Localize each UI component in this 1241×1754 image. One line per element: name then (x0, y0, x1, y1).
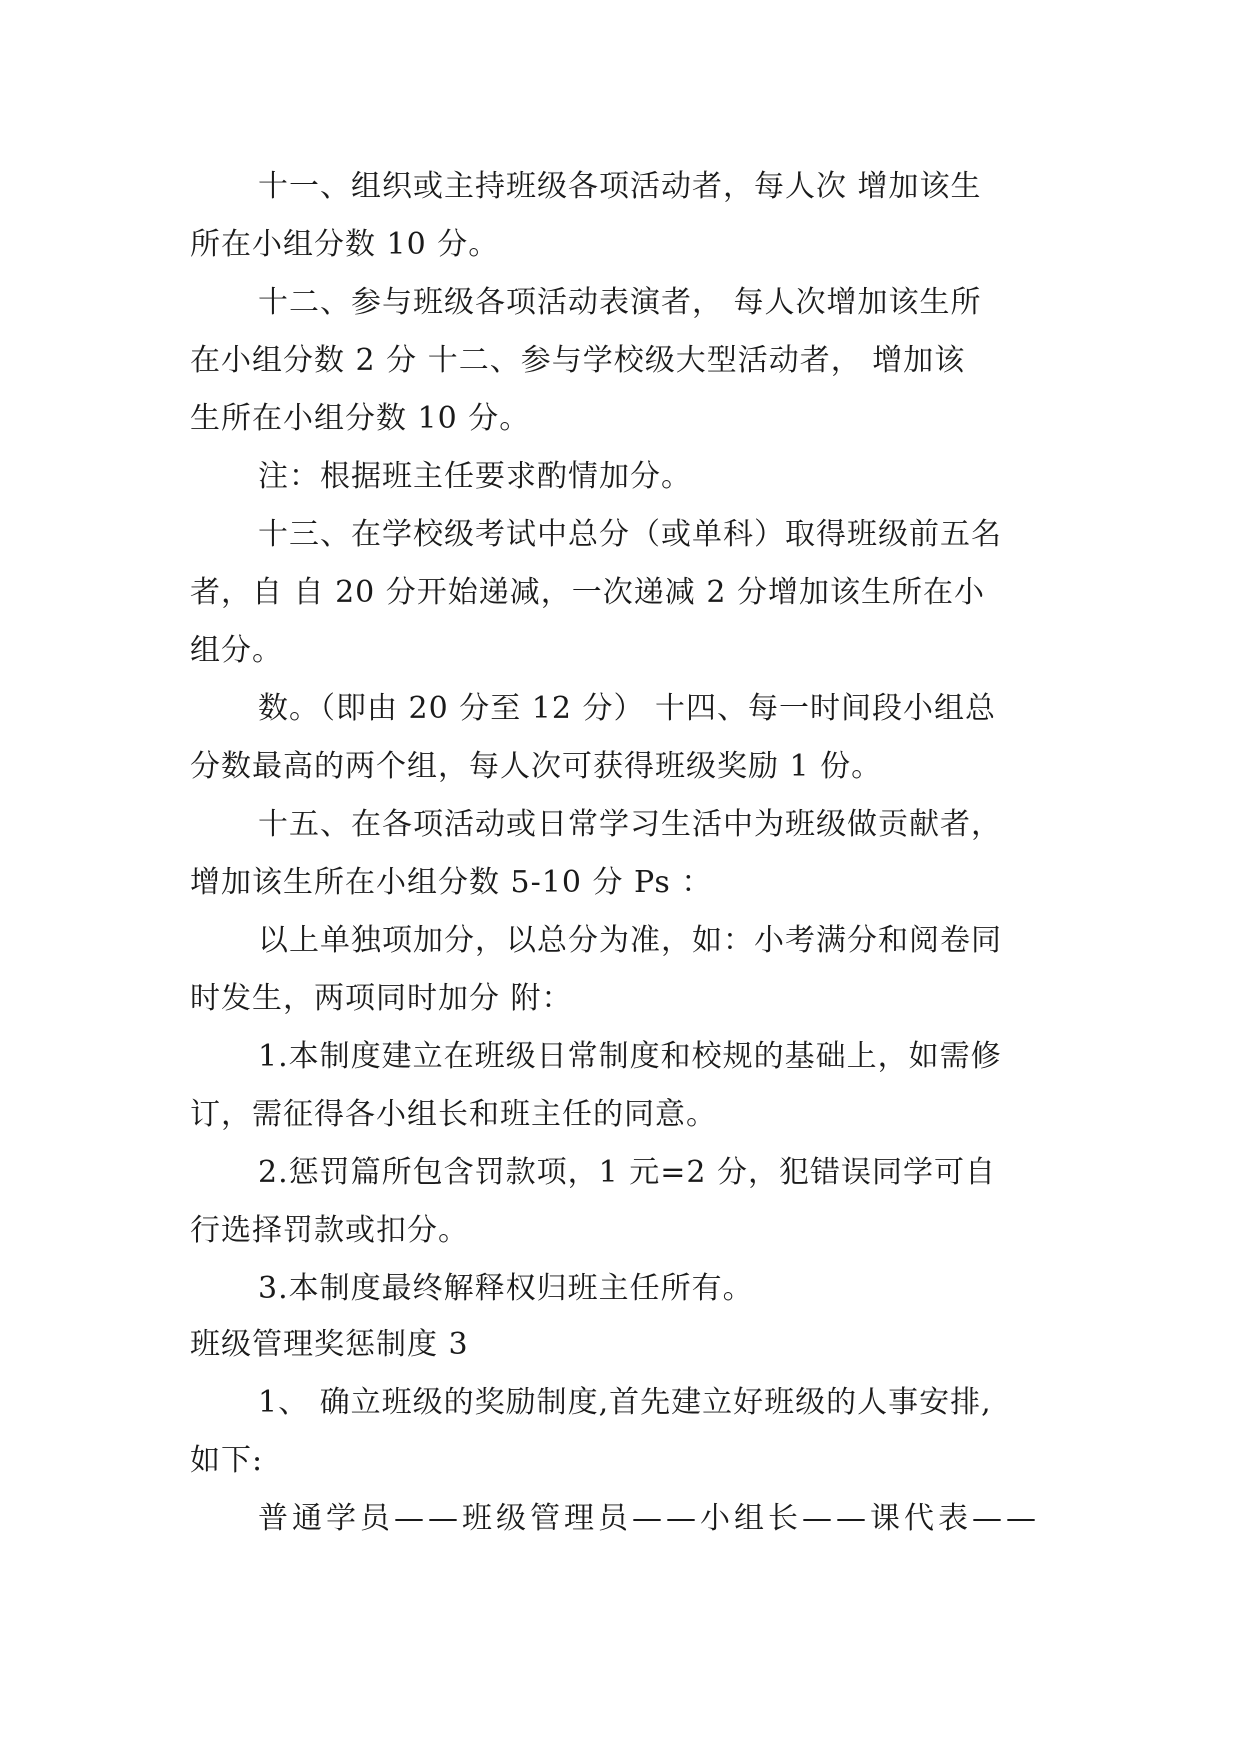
text-line: 数。（即由 20 分至 12 分） 十四、每一时间段小组总 (258, 691, 997, 726)
text-line: 注：根据班主任要求酌情加分。 (258, 459, 692, 494)
text-line: 组分。 (190, 633, 283, 668)
text-line: 十三、在学校级考试中总分（或单科）取得班级前五名 (258, 517, 1002, 552)
text-line: 2.惩罚篇所包含罚款项，1 元=2 分，犯错误同学可自 (258, 1155, 997, 1190)
text-line: 普通学员——班级管理员——小组长——课代表—— (258, 1501, 1040, 1536)
text-line: 时发生，两项同时加分 附： (190, 981, 573, 1016)
text-line: 所在小组分数 10 分。 (190, 227, 500, 262)
text-line: 以上单独项加分，以总分为准，如：小考满分和阅卷同 (258, 923, 1002, 958)
text-line: 在小组分数 2 分 十二、参与学校级大型活动者， 增加该 (190, 343, 966, 378)
text-line: 十二、参与班级各项活动表演者， 每人次增加该生所 (258, 285, 982, 320)
section-heading: 班级管理奖惩制度 3 (190, 1327, 469, 1362)
text-line: 1.本制度建立在班级日常制度和校规的基础上，如需修 (258, 1039, 1002, 1074)
text-line: 分数最高的两个组，每人次可获得班级奖励 1 份。 (190, 749, 883, 784)
text-line: 增加该生所在小组分数 5-10 分 Ps ： (190, 865, 713, 900)
text-line: 十五、在各项活动或日常学习生活中为班级做贡献者， (258, 807, 1002, 842)
text-line: 订，需征得各小组长和班主任的同意。 (190, 1097, 717, 1132)
text-line: 3.本制度最终解释权归班主任所有。 (258, 1271, 754, 1306)
text-line: 如下: (190, 1443, 264, 1478)
text-line: 者，自 自 20 分开始递减，一次递减 2 分增加该生所在小 (190, 575, 985, 610)
text-line: 十一、组织或主持班级各项活动者，每人次 增加该生 (258, 169, 982, 204)
text-line: 生所在小组分数 10 分。 (190, 401, 531, 436)
text-line: 行选择罚款或扣分。 (190, 1213, 469, 1248)
text-line: 1、 确立班级的奖励制度,首先建立好班级的人事安排, (258, 1385, 992, 1420)
